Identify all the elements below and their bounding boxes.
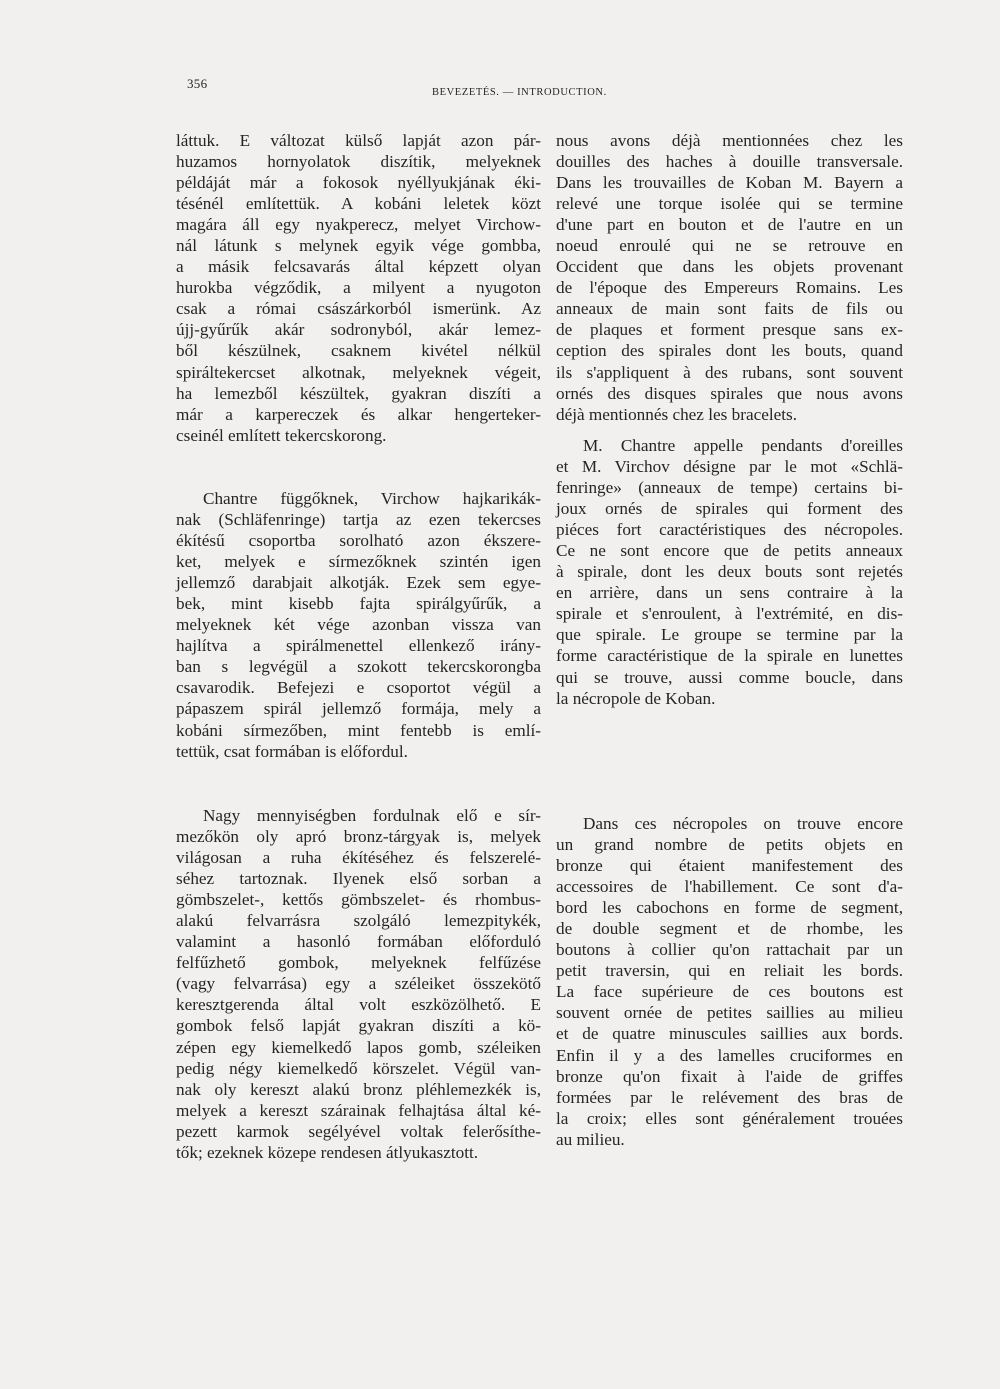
- text-line: ből készülnek, csaknem kivétel nélkül: [176, 341, 541, 361]
- text-line: hajlítva a spirálmenettel ellenkező irány-: [176, 636, 541, 656]
- text-line: à spirale, dont les deux bouts sont rejetés: [556, 562, 903, 582]
- text-line: qui se trouve, aussi comme boucle, dans: [556, 667, 903, 687]
- text-line: relevé une torque isolée qui se termine: [556, 194, 903, 214]
- text-line: déjà mentionnés chez les bracelets.: [556, 404, 797, 424]
- text-line: piéces fort caractéristiques des nécropoles.: [556, 520, 903, 540]
- text-line: tők; ezeknek közepe rendesen átlyukasztott.: [176, 1142, 479, 1162]
- text-line: Occident que dans les objets provenant: [556, 257, 903, 277]
- text-line: cseinél említett tekercskorong.: [176, 425, 387, 445]
- text-line: valamint a hasonló formában előforduló: [176, 932, 541, 952]
- text-line: accessoires de l'habillement. Ce sont d'a-: [556, 877, 903, 897]
- text-line: pápaszem spirál jellemző formája, mely a: [176, 699, 541, 719]
- text-line: magára áll egy nyakperecz, melyet Virchow-: [176, 215, 541, 235]
- text-line: souvent ornée de petites saillies au milieu: [556, 1003, 903, 1023]
- text-line: un grand nombre de petits objets en: [556, 835, 903, 855]
- text-line: douilles des haches à douille transversale.: [556, 152, 903, 172]
- text-line: ha lemezből készültek, gyakran diszíti a: [176, 383, 541, 403]
- text-line: bord les cabochons en forme de segment,: [556, 898, 903, 918]
- text-line: bek, mint kisebb fajta spirálgyűrűk, a: [176, 594, 541, 614]
- text-line: joux ornés de spirales qui forment des: [556, 499, 903, 519]
- text-line: világosan a ruha ékítéséhez és felszerelé-: [176, 848, 541, 868]
- text-line: boutons à collier qu'on rattachait par un: [556, 940, 903, 960]
- text-line: la croix; elles sont généralement trouées: [556, 1108, 903, 1128]
- text-line: alakú felvarrásra szolgáló lemezpitykék,: [176, 911, 541, 931]
- text-line: d'une part en bouton et de l'autre en un: [556, 215, 903, 235]
- text-line: anneaux de main sont faits de fils ou: [556, 299, 903, 319]
- text-line: láttuk. E változat külső lapját azon pár-: [176, 131, 541, 150]
- text-line: példáját már a fokosok nyéllyukjának éki-: [176, 173, 541, 193]
- page-number: 356: [187, 76, 208, 91]
- text-line: gombok felső lapját gyakran diszíti a kö-: [176, 1016, 541, 1036]
- text-line: nak oly kereszt alakú bronz pléhlemezkék is,: [176, 1079, 541, 1099]
- text-line: forme caractéristique de la spirale en lunettes: [556, 646, 903, 666]
- text-line: bronze qu'on fixait à l'aide de griffes: [556, 1066, 903, 1086]
- text-line: ban s legvégül a szokott tekercskorongba: [176, 657, 541, 677]
- text-line: keresztgerenda által volt eszközölhető. E: [176, 995, 541, 1015]
- text-line: et de quatre minuscules saillies aux bords.: [556, 1024, 903, 1044]
- text-line: Chantre függőknek, Virchow hajkarikák-: [203, 489, 541, 508]
- text-line: (vagy felvarrása) egy a széleiket összekötő: [176, 974, 541, 994]
- text-line: au milieu.: [556, 1129, 625, 1149]
- text-line: gömbszelet-, kettős gömbszelet- és rhombus-: [176, 890, 541, 910]
- text-line: mezőkön oly apró bronz-tárgyak is, melyek: [176, 827, 541, 847]
- french-paragraph-3: [556, 813, 903, 1150]
- text-line: M. Chantre appelle pendants d'oreilles: [583, 436, 903, 455]
- text-line: de l'époque des Empereurs Romains. Les: [556, 278, 903, 298]
- text-line: Nagy mennyiségben fordulnak elő e sír-: [203, 806, 541, 825]
- hungarian-paragraph-2: [176, 488, 541, 762]
- text-line: petit traversin, qui en reliait les bords.: [556, 961, 903, 981]
- text-line: ékítésű csoportba sorolható azon ékszere-: [176, 531, 541, 551]
- text-line: formées par le relévement des bras de: [556, 1087, 903, 1107]
- text-line: pezett karmok segélyével voltak felerősíthe-: [176, 1121, 541, 1141]
- text-line: séhez tartoznak. Ilyenek első sorban a: [176, 869, 541, 889]
- text-line: csavarodik. Befejezi e csoportot végül a: [176, 678, 541, 698]
- text-line: Dans ces nécropoles on trouve encore: [583, 814, 903, 833]
- text-line: nak (Schläfenringe) tartja az ezen tekercses: [176, 510, 541, 530]
- text-line: et M. Virchov désigne par le mot «Schlä-: [556, 457, 903, 477]
- text-line: nál látunk s melynek egyik vége gombba,: [176, 236, 541, 256]
- text-line: noeud enroulé qui ne se retrouve en: [556, 236, 903, 256]
- text-line: la nécropole de Koban.: [556, 688, 716, 708]
- text-line: Enfin il y a des lamelles cruciformes en: [556, 1045, 903, 1065]
- text-line: felfűzhető gombok, melyeknek felfűzése: [176, 953, 541, 973]
- text-line: újj-gyűrűk akár sodronyból, akár lemez-: [176, 320, 541, 340]
- text-line: Ce ne sont encore que de petits anneaux: [556, 541, 903, 561]
- text-line: már a karpereczek és alkar hengerteker-: [176, 404, 541, 424]
- text-line: tettük, csat formában is előfordul.: [176, 741, 408, 761]
- text-line: nous avons déjà mentionnées chez les: [556, 131, 903, 150]
- text-line: de plaques et forment presque sans ex-: [556, 320, 903, 340]
- text-line: ils s'appliquent à des rubans, sont souvent: [556, 362, 903, 382]
- text-line: a másik felcsavarás által képzett olyan: [176, 257, 541, 277]
- text-line: spiráltekercset alkotnak, melyeknek végeit,: [176, 362, 541, 382]
- text-line: La face supérieure de ces boutons est: [556, 982, 903, 1002]
- text-line: que spirale. Le groupe se termine par la: [556, 625, 903, 645]
- running-head: BEVEZETÉS. — INTRODUCTION.: [432, 87, 607, 98]
- text-line: ket, melyek e sírmezőknek szintén igen: [176, 552, 541, 572]
- hungarian-paragraph-1: [176, 130, 541, 446]
- text-line: en arrière, dans un sens contraire à la: [556, 583, 903, 603]
- text-line: ornés des disques spirales que nous avons: [556, 383, 903, 403]
- french-paragraph-1: [556, 130, 903, 425]
- text-line: huzamos hornyolatok diszítik, melyeknek: [176, 152, 541, 172]
- text-line: bronze qui étaient manifestement des: [556, 856, 903, 876]
- text-line: tésénél említettük. A kobáni leletek közt: [176, 194, 541, 214]
- text-line: jellemző darabjait alkotják. Ezek sem egye-: [176, 573, 541, 593]
- text-line: csak a római császárkorból ismerünk. Az: [176, 299, 541, 319]
- text-line: Dans les trouvailles de Koban M. Bayern a: [556, 173, 903, 193]
- text-line: melyeknek két vége azonban vissza van: [176, 615, 541, 635]
- text-line: zépen egy kiemelkedő lapos gomb, széleiken: [176, 1037, 541, 1057]
- text-line: pedig négy kiemelkedő körszelet. Végül van-: [176, 1058, 541, 1078]
- text-line: fenringe» (anneaux de tempe) certains bi-: [556, 478, 903, 498]
- text-line: hurokba végződik, a milyent a nyugoton: [176, 278, 541, 298]
- hungarian-paragraph-3: [176, 805, 541, 1163]
- text-line: spirale et s'enroulent, à l'extrémité, en dis-: [556, 604, 903, 624]
- text-line: kobáni sírmezőben, mint fentebb is emlí-: [176, 720, 541, 740]
- text-line: melyek a kereszt szárainak felhajtása által ké-: [176, 1100, 541, 1120]
- text-line: ception des spirales dont les bouts, quand: [556, 341, 903, 361]
- text-line: de double segment et de rhombe, les: [556, 919, 903, 939]
- french-paragraph-2: [556, 435, 903, 709]
